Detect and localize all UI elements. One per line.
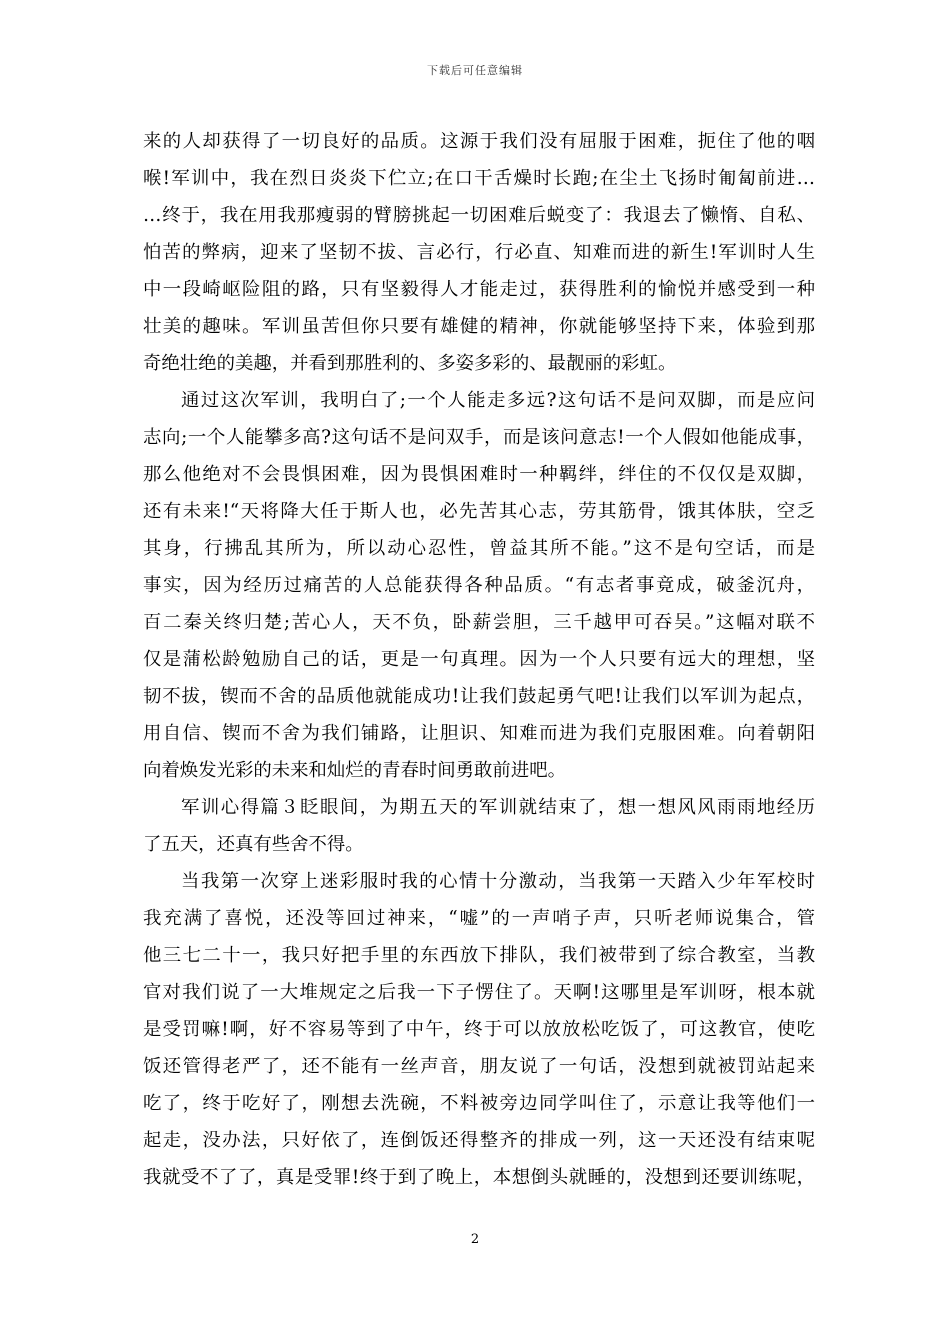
text-line: 还有未来!“天将降大任于斯人也，必先苦其心志，劳其筋骨，饿其体肤，空乏 — [143, 501, 815, 522]
text-line: 来的人却获得了一切良好的品质。这源于我们没有屈服于困难，扼住了他的咽 — [143, 131, 815, 152]
text-line: 通过这次军训，我明白了;一个人能走多远?这句话不是问双脚，而是应问 — [181, 390, 815, 411]
text-line: 官对我们说了一大堆规定之后我一下子愣住了。天啊!这哪里是军训呀，根本就 — [143, 982, 815, 1003]
text-line: 壮美的趣味。军训虽苦但你只要有雄健的精神，你就能够坚持下来，体验到那 — [143, 316, 815, 337]
text-line: 奇绝壮绝的美趣，并看到那胜利的、多姿多彩的、最靓丽的彩虹。 — [143, 353, 677, 374]
page-header: 下载后可任意编辑 — [427, 64, 523, 77]
text-line: 怕苦的弊病，迎来了坚韧不拔、言必行，行必直、知难而进的新生!军训时人生 — [143, 242, 815, 263]
text-line: 喉!军训中，我在烈日炎炎下伫立;在口干舌燥时长跑;在尘土飞扬时匍匐前进… — [143, 168, 815, 189]
text-line: 事实，因为经历过痛苦的人总能获得各种品质。“有志者事竟成，破釜沉舟， — [143, 575, 815, 596]
text-line: 中一段崎岖险阻的路，只有坚毅得人才能走过，获得胜利的愉悦并感受到一种 — [143, 279, 815, 300]
text-line: 用自信、锲而不舍为我们铺路，让胆识、知难而进为我们克服困难。向着朝阳 — [143, 723, 815, 744]
text-line: 我充满了喜悦，还没等回过神来，“嘘”的一声哨子声，只听老师说集合，管 — [143, 908, 815, 929]
page-number: 2 — [470, 1232, 480, 1247]
text-line: 向着焕发光彩的未来和灿烂的青春时间勇敢前进吧。 — [143, 760, 566, 781]
paragraph — [143, 382, 815, 789]
text-line: 那么他绝对不会畏惧困难，因为畏惧困难时一种羁绊，绊住的不仅仅是双脚， — [143, 464, 815, 485]
document-body — [143, 123, 815, 1196]
text-line: 我就受不了了，真是受罪!终于到了晚上，本想倒头就睡的，没想到还要训练呢， — [143, 1167, 815, 1188]
text-line: 韧不拔，锲而不舍的品质他就能成功!让我们鼓起勇气吧!让我们以军训为起点， — [143, 686, 815, 707]
text-line: 志向;一个人能攀多高?这句话不是问双手，而是该问意志!一个人假如他能成事， — [143, 427, 815, 448]
text-line: 他三七二十一，我只好把手里的东西放下排队，我们被带到了综合教室，当教 — [143, 945, 815, 966]
paragraph — [143, 123, 815, 382]
text-line: …终于，我在用我那瘦弱的臂膀挑起一切困难后蜕变了：我退去了懒惰、自私、 — [143, 205, 815, 226]
text-line: 起走，没办法，只好依了，连倒饭还得整齐的排成一列，这一天还没有结束呢 — [143, 1130, 815, 1151]
paragraph — [143, 789, 815, 863]
text-line: 百二秦关终归楚;苦心人，天不负，卧薪尝胆，三千越甲可吞吴。”这幅对联不 — [143, 612, 815, 633]
paragraph — [143, 863, 815, 1196]
text-line: 吃了，终于吃好了，刚想去洗碗，不料被旁边同学叫住了，示意让我等他们一 — [143, 1093, 815, 1114]
text-line: 当我第一次穿上迷彩服时我的心情十分激动，当我第一天踏入少年军校时 — [181, 871, 815, 892]
text-line: 仅是蒲松龄勉励自己的话，更是一句真理。因为一个人只要有远大的理想，坚 — [143, 649, 815, 670]
text-line: 了五天，还真有些舍不得。 — [143, 834, 364, 855]
text-line: 是受罚嘛!啊，好不容易等到了中午，终于可以放放松吃饭了，可这教官，使吃 — [143, 1019, 815, 1040]
text-line: 饭还管得老严了，还不能有一丝声音，朋友说了一句话，没想到就被罚站起来 — [143, 1056, 815, 1077]
text-line: 军训心得篇３眨眼间，为期五天的军训就结束了，想一想风风雨雨地经历 — [181, 797, 815, 818]
text-line: 其身，行拂乱其所为，所以动心忍性，曾益其所不能。”这不是句空话，而是 — [143, 538, 815, 559]
